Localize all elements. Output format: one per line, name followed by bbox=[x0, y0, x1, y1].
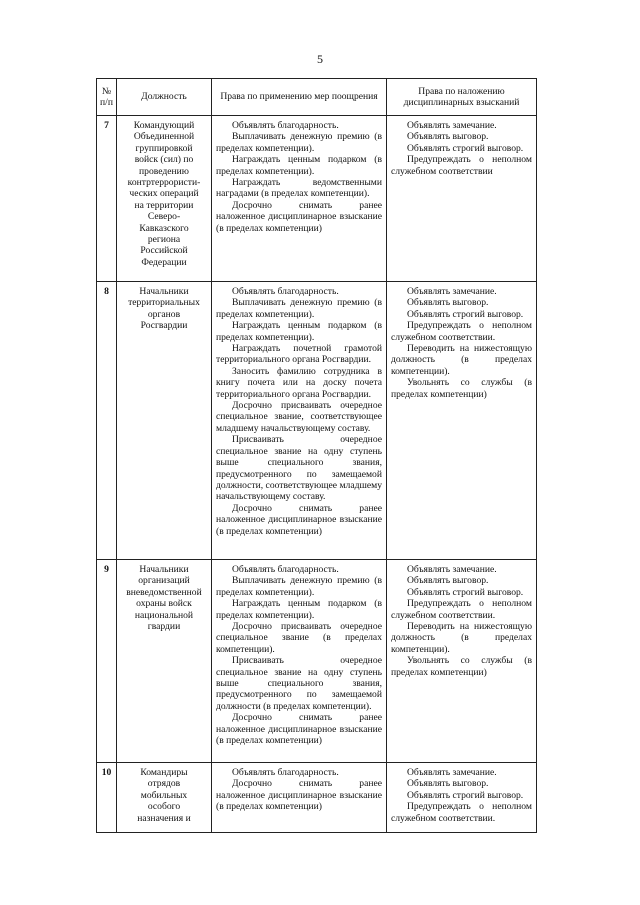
position-line: войск (сил) по bbox=[134, 154, 194, 166]
table-row bbox=[97, 282, 537, 560]
row-encouragement-rights bbox=[212, 560, 387, 763]
discipline-item: Увольнять со службы (в пределах компетенции) bbox=[391, 655, 532, 678]
position-line: мобильных bbox=[140, 789, 188, 801]
position-line: охраны войск bbox=[136, 598, 192, 610]
position-line: Начальники bbox=[139, 286, 189, 297]
row-number: 8 bbox=[97, 282, 117, 560]
position-line: гвардии bbox=[147, 621, 181, 633]
encouragement-item: Награждать ценным подарком (в пределах компетенции). bbox=[216, 320, 382, 343]
encouragement-item: Досрочно снимать ранее наложенное дисциплинарное взыскание (в пределах компетенции) bbox=[216, 778, 382, 813]
position-line: региона bbox=[147, 234, 181, 246]
position-line: отрядов bbox=[147, 778, 181, 790]
discipline-item: Объявлять строгий выговор. bbox=[407, 586, 524, 598]
position-line: контртеррористи- bbox=[127, 177, 201, 189]
encouragement-item: Объявлять благодарность. bbox=[232, 564, 339, 575]
position-line: Командующий bbox=[133, 120, 195, 131]
discipline-item: Переводить на нижестоящую должность (в пределах компетенции). bbox=[391, 343, 532, 377]
row-encouragement-rights bbox=[212, 763, 387, 833]
position-line: вневедомственной bbox=[126, 586, 202, 598]
position-line: Командиры bbox=[140, 767, 188, 778]
page-number: 5 bbox=[317, 52, 323, 66]
position-line: Кавказского bbox=[139, 222, 189, 234]
table-row bbox=[97, 560, 537, 763]
row-encouragement-rights bbox=[212, 282, 387, 560]
table-row bbox=[97, 763, 537, 833]
encouragement-item: Награждать почетной грамотой территориального органа Росгвардии. bbox=[216, 343, 382, 366]
table-body bbox=[97, 116, 537, 833]
discipline-item: Объявлять замечание. bbox=[407, 767, 497, 778]
position-line: Российской bbox=[140, 245, 188, 257]
table-row bbox=[97, 116, 537, 282]
encouragement-item: Выплачивать денежную премию (в пределах компетенции). bbox=[216, 131, 382, 154]
encouragement-item: Объявлять благодарность. bbox=[232, 286, 339, 297]
position-line: органов bbox=[147, 308, 181, 320]
encouragement-item: Досрочно снимать ранее наложенное дисциплинарное взыскание (в пределах компетенции) bbox=[216, 712, 382, 747]
row-number: 7 bbox=[97, 116, 117, 282]
position-line: на территории bbox=[134, 199, 194, 211]
encouragement-item: Присваивать очередное специальное звание на одну ступень выше специального звания, предусмотренного по замещаемой должности (в пределах компетенции). bbox=[216, 655, 382, 712]
encouragement-item: Объявлять благодарность. bbox=[232, 120, 339, 131]
encouragement-item: Досрочно снимать ранее наложенное дисциплинарное взыскание (в пределах компетенции) bbox=[216, 199, 382, 234]
position-line: назначения и bbox=[137, 812, 191, 824]
discipline-item: Объявлять замечание. bbox=[407, 120, 497, 131]
encouragement-item: Выплачивать денежную премию (в пределах компетенции). bbox=[216, 575, 382, 598]
encouragement-item: Выплачивать денежную премию (в пределах компетенции). bbox=[216, 297, 382, 320]
row-position bbox=[117, 763, 212, 833]
position-line: ческих операций bbox=[129, 188, 199, 200]
row-position bbox=[117, 116, 212, 282]
discipline-item: Предупреждать о неполном служебном соответствии. bbox=[391, 801, 532, 824]
encouragement-item: Досрочно присваивать очередное специальное звание (в пределах компетенции). bbox=[216, 621, 382, 655]
table-header-row bbox=[97, 79, 537, 116]
position-line: проведению bbox=[139, 165, 189, 177]
encouragement-item: Заносить фамилию сотрудника в книгу почета или на доску почета территориального органа Росгвардии. bbox=[216, 365, 382, 400]
discipline-item: Предупреждать о неполном служебном соответствии. bbox=[391, 598, 532, 621]
encouragement-item: Награждать ценным подарком (в пределах компетенции). bbox=[216, 154, 382, 177]
encouragement-item: Награждать ценным подарком (в пределах компетенции). bbox=[216, 598, 382, 621]
discipline-item: Объявлять выговор. bbox=[407, 575, 489, 587]
row-position bbox=[117, 560, 212, 763]
discipline-item: Объявлять выговор. bbox=[407, 297, 489, 309]
position-line: организаций bbox=[138, 575, 190, 587]
header-num: № п/п bbox=[97, 79, 117, 116]
row-discipline-rights bbox=[387, 282, 537, 560]
encouragement-item: Досрочно снимать ранее наложенное дисциплинарное взыскание (в пределах компетенции) bbox=[216, 502, 382, 537]
discipline-item: Объявлять выговор. bbox=[407, 778, 489, 790]
discipline-item: Объявлять выговор. bbox=[407, 131, 489, 143]
row-discipline-rights bbox=[387, 116, 537, 282]
header-position: Должность bbox=[117, 79, 212, 116]
encouragement-item: Награждать ведомственными наградами (в пределах компетенции). bbox=[216, 177, 382, 200]
position-line: национальной bbox=[134, 609, 194, 621]
discipline-item: Объявлять строгий выговор. bbox=[407, 308, 524, 320]
encouragement-item: Присваивать очередное специальное звание на одну ступень выше специального звания, предусмотренного по замещаемой должности, соответствующее младшему начальствующему составу. bbox=[216, 434, 382, 503]
row-position bbox=[117, 282, 212, 560]
position-line: Росгвардии bbox=[140, 320, 188, 332]
position-line: Объединенной bbox=[133, 131, 195, 143]
discipline-item: Предупреждать о неполном служебном соответствии bbox=[391, 154, 532, 177]
header-encouragement: Права по применению мер поощрения bbox=[212, 79, 387, 116]
discipline-item: Объявлять замечание. bbox=[407, 286, 497, 297]
row-number: 9 bbox=[97, 560, 117, 763]
row-discipline-rights bbox=[387, 763, 537, 833]
discipline-item: Объявлять строгий выговор. bbox=[407, 142, 524, 154]
position-line: особого bbox=[147, 801, 181, 813]
position-line: территориальных bbox=[128, 297, 200, 309]
row-encouragement-rights bbox=[212, 116, 387, 282]
discipline-item: Переводить на нижестоящую должность (в пределах компетенции). bbox=[391, 621, 532, 655]
rights-table bbox=[96, 78, 537, 833]
discipline-item: Предупреждать о неполном служебном соответствии. bbox=[391, 320, 532, 343]
header-discipline: Права по наложению дисциплинарных взысканий bbox=[387, 79, 537, 116]
discipline-item: Увольнять со службы (в пределах компетенции) bbox=[391, 377, 532, 400]
position-line: Северо- bbox=[147, 211, 181, 223]
discipline-item: Объявлять замечание. bbox=[407, 564, 497, 575]
row-discipline-rights bbox=[387, 560, 537, 763]
encouragement-item: Объявлять благодарность. bbox=[232, 767, 339, 778]
position-line: группировкой bbox=[135, 142, 193, 154]
discipline-item: Объявлять строгий выговор. bbox=[407, 789, 524, 801]
row-number: 10 bbox=[97, 763, 117, 833]
position-line: Начальники bbox=[139, 564, 189, 575]
encouragement-item: Досрочно присваивать очередное специальное звание, соответствующее младшему начальствующему составу. bbox=[216, 400, 382, 434]
position-line: Федерации bbox=[141, 256, 187, 268]
